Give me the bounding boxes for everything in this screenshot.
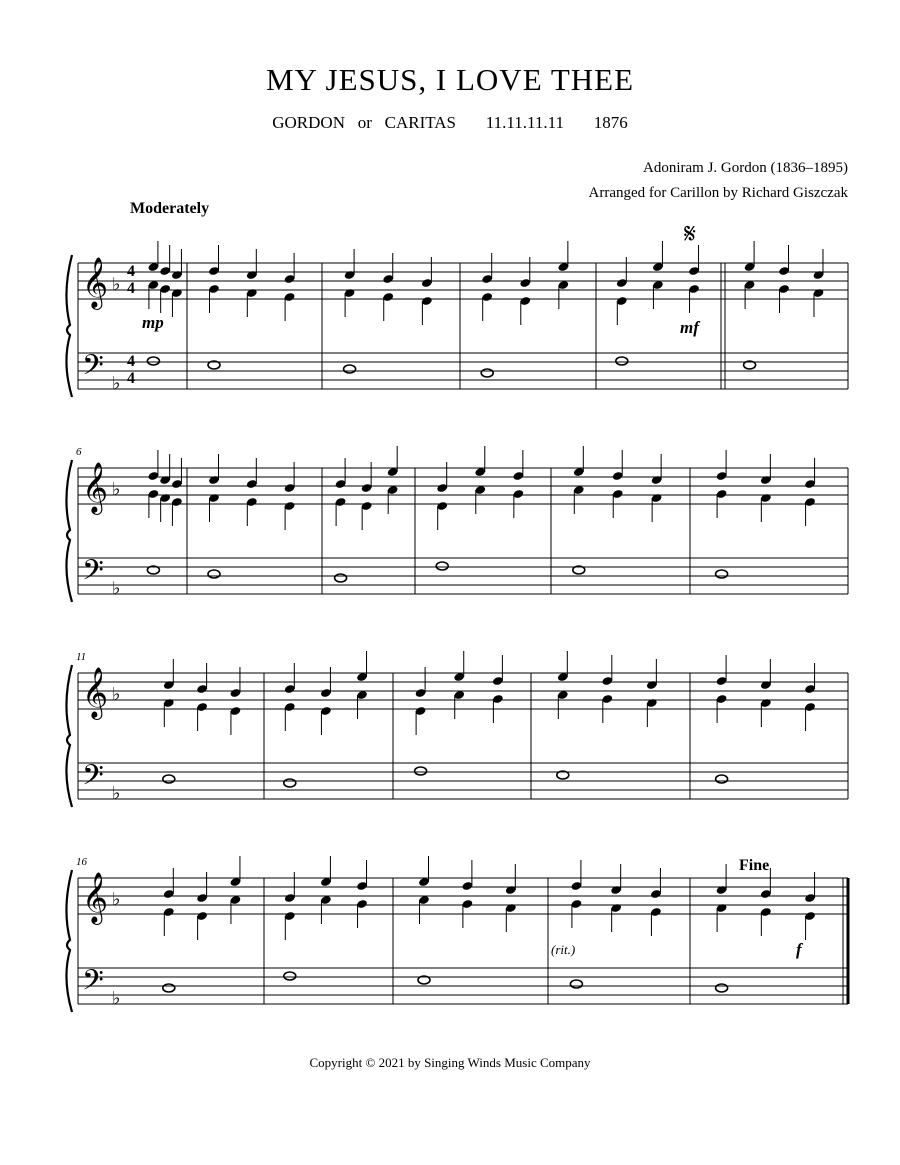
ritardando-marking: (rit.) bbox=[551, 942, 576, 957]
dynamic-mf: mf bbox=[680, 318, 699, 337]
treble-clef: 𝄞 bbox=[82, 667, 109, 718]
bass-note bbox=[616, 357, 628, 365]
tune-info: GORDON or CARITAS 11.11.11.11 1876 bbox=[272, 113, 628, 132]
composer-credit: Adoniram J. Gordon (1836–1895) bbox=[643, 160, 848, 176]
bass-note bbox=[570, 980, 582, 988]
key-flat-bass: ♭ bbox=[112, 988, 121, 1009]
measure-number-11: 11 bbox=[76, 651, 87, 663]
bass-note bbox=[284, 972, 296, 980]
segno-sign: 𝄋 bbox=[684, 217, 697, 250]
bass-note bbox=[716, 984, 728, 992]
measure-number-16: 16 bbox=[76, 856, 87, 868]
bass-clef: 𝄢 bbox=[82, 554, 104, 594]
key-flat-bass: ♭ bbox=[112, 373, 121, 394]
dynamic-f: f bbox=[796, 940, 802, 959]
bass-note bbox=[284, 779, 296, 787]
arranger-credit: Arranged for Carillon by Richard Giszczak bbox=[588, 185, 848, 201]
tempo-marking: Moderately bbox=[130, 200, 210, 217]
key-flat-treble: ♭ bbox=[112, 684, 121, 705]
bass-note bbox=[436, 562, 448, 570]
fine-marking: Fine bbox=[739, 857, 770, 874]
bass-clef: 𝄢 bbox=[82, 964, 104, 1004]
brace bbox=[66, 870, 72, 1012]
brace bbox=[66, 460, 72, 602]
time-sig-top-treble: 4 bbox=[127, 263, 135, 280]
bass-note bbox=[208, 570, 220, 578]
key-flat-treble: ♭ bbox=[112, 274, 121, 295]
key-flat-treble: ♭ bbox=[112, 479, 121, 500]
bass-clef: 𝄢 bbox=[82, 759, 104, 799]
measure-number-6: 6 bbox=[76, 446, 82, 458]
key-flat-bass: ♭ bbox=[112, 783, 121, 804]
dynamic-mp: mp bbox=[142, 313, 164, 332]
bass-note bbox=[415, 767, 427, 775]
key-flat-bass: ♭ bbox=[112, 578, 121, 599]
bass-note bbox=[147, 357, 159, 365]
time-sig-top-bass: 4 bbox=[127, 353, 135, 370]
time-sig-bottom-bass: 4 bbox=[127, 370, 135, 387]
treble-clef: 𝄞 bbox=[82, 257, 109, 308]
bass-note bbox=[335, 574, 347, 582]
treble-clef: 𝄞 bbox=[82, 462, 109, 513]
bass-clef: 𝄢 bbox=[82, 349, 104, 389]
bass-note bbox=[344, 365, 356, 373]
copyright-notice: Copyright © 2021 by Singing Winds Music Company bbox=[309, 1055, 591, 1070]
time-sig-bottom-treble: 4 bbox=[127, 280, 135, 297]
bass-note bbox=[163, 775, 175, 783]
brace bbox=[66, 255, 72, 397]
bass-note bbox=[716, 570, 728, 578]
treble-clef: 𝄞 bbox=[82, 872, 109, 923]
bass-note bbox=[481, 369, 493, 377]
key-flat-treble: ♭ bbox=[112, 889, 121, 910]
bass-note bbox=[716, 775, 728, 783]
bass-note bbox=[163, 984, 175, 992]
brace bbox=[66, 665, 72, 807]
page-title: MY JESUS, I LOVE THEE bbox=[265, 62, 635, 97]
